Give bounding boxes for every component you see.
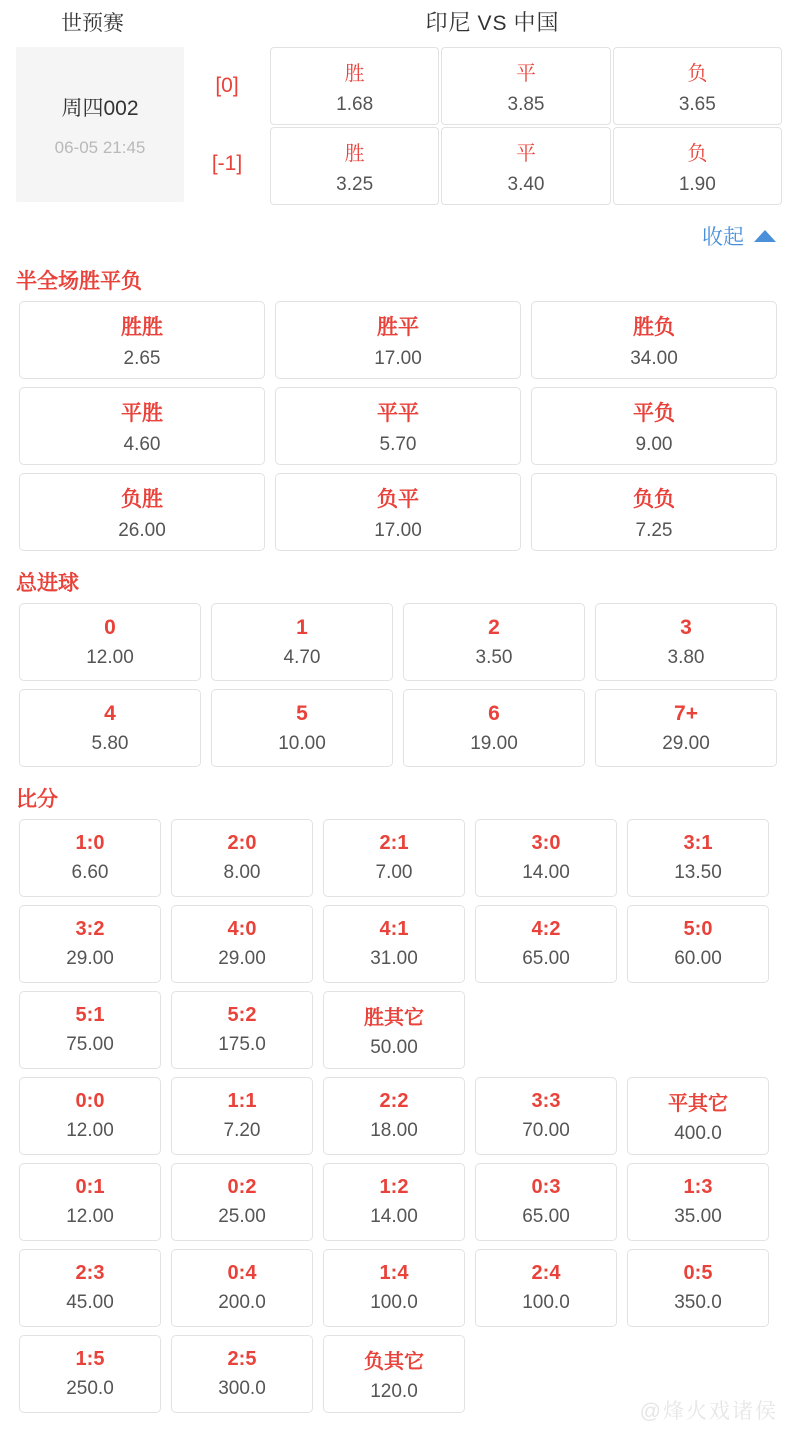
odds-row-1 bbox=[270, 127, 784, 207]
score-cell-draw-other[interactable] bbox=[627, 1077, 769, 1155]
score-label: 2:5 bbox=[227, 1348, 257, 1370]
odds-value: 1.68 bbox=[336, 93, 374, 115]
score-cell-away-8[interactable] bbox=[475, 1249, 617, 1327]
htft-label: 胜负 bbox=[633, 315, 675, 339]
score-cell-home-3[interactable] bbox=[475, 819, 617, 897]
handicap-label-0: [0] bbox=[215, 74, 239, 97]
odds-value: 1.90 bbox=[678, 173, 716, 195]
score-value: 14.00 bbox=[370, 1206, 418, 1227]
htft-value: 17.00 bbox=[374, 347, 422, 369]
score-label: 1:3 bbox=[683, 1176, 713, 1198]
score-cell-away-5[interactable] bbox=[19, 1249, 161, 1327]
htft-label: 平平 bbox=[377, 401, 419, 425]
score-label: 1:4 bbox=[379, 1262, 409, 1284]
away-team-name: 中国 bbox=[513, 10, 560, 35]
htft-cell-2[interactable] bbox=[531, 301, 777, 379]
score-cell-draw-0[interactable] bbox=[19, 1077, 161, 1155]
htft-cell-6[interactable] bbox=[19, 473, 265, 551]
score-label: 0:5 bbox=[683, 1262, 713, 1284]
score-value: 29.00 bbox=[66, 948, 114, 969]
odds-cell-0-lose[interactable] bbox=[613, 47, 782, 125]
odds-value: 3.65 bbox=[678, 93, 716, 115]
score-value: 31.00 bbox=[370, 948, 418, 969]
goals-label: 6 bbox=[488, 701, 500, 725]
score-cell-away-9[interactable] bbox=[627, 1249, 769, 1327]
score-label: 0:3 bbox=[531, 1176, 561, 1198]
htft-cell-8[interactable] bbox=[531, 473, 777, 551]
top-odds-grid bbox=[270, 47, 784, 207]
score-cell-home-2[interactable] bbox=[323, 819, 465, 897]
goals-value: 3.50 bbox=[475, 646, 513, 668]
goals-value: 3.80 bbox=[667, 646, 705, 668]
score-cell-away-1[interactable] bbox=[171, 1163, 313, 1241]
score-cell-home-other[interactable] bbox=[323, 991, 465, 1069]
score-value: 12.00 bbox=[66, 1206, 114, 1227]
htft-value: 9.00 bbox=[635, 433, 673, 455]
goals-cell-6[interactable] bbox=[403, 689, 585, 767]
score-label: 胜其它 bbox=[364, 1007, 424, 1029]
goals-cell-0[interactable] bbox=[19, 603, 201, 681]
odds-label: 胜 bbox=[344, 62, 365, 85]
score-label: 5:1 bbox=[75, 1004, 105, 1026]
score-cell-draw-2[interactable] bbox=[323, 1077, 465, 1155]
total-goals-grid bbox=[0, 603, 800, 775]
goals-label: 7+ bbox=[674, 701, 698, 725]
odds-value: 3.25 bbox=[336, 173, 374, 195]
htft-label: 胜平 bbox=[377, 315, 419, 339]
score-label: 1:5 bbox=[75, 1348, 105, 1370]
score-label: 1:1 bbox=[227, 1090, 257, 1112]
home-team-name: 印尼 bbox=[425, 10, 472, 35]
halftime-fulltime-grid bbox=[0, 301, 800, 559]
score-cell-home-11[interactable] bbox=[171, 991, 313, 1069]
goals-cell-3[interactable] bbox=[595, 603, 777, 681]
score-cell-away-6[interactable] bbox=[171, 1249, 313, 1327]
match-number: 周四002 bbox=[61, 96, 139, 120]
score-cell-home-4[interactable] bbox=[627, 819, 769, 897]
score-cell-away-11[interactable] bbox=[171, 1335, 313, 1413]
htft-value: 7.25 bbox=[635, 519, 673, 541]
score-value: 200.0 bbox=[218, 1292, 266, 1313]
score-cell-away-other[interactable] bbox=[323, 1335, 465, 1413]
htft-label: 平胜 bbox=[121, 401, 163, 425]
score-label: 2:0 bbox=[227, 832, 257, 854]
score-label: 负其它 bbox=[364, 1351, 424, 1373]
htft-value: 26.00 bbox=[118, 519, 166, 541]
odds-row-0 bbox=[270, 47, 784, 127]
goals-cell-2[interactable] bbox=[403, 603, 585, 681]
odds-label: 负 bbox=[687, 142, 708, 165]
score-cell-home-6[interactable] bbox=[171, 905, 313, 983]
collapse-label: 收起 bbox=[702, 226, 744, 249]
score-label: 3:2 bbox=[75, 918, 105, 940]
page-header bbox=[0, 0, 800, 47]
score-value: 12.00 bbox=[66, 1120, 114, 1141]
htft-cell-7[interactable] bbox=[275, 473, 521, 551]
score-label: 3:0 bbox=[531, 832, 561, 854]
score-label: 5:2 bbox=[227, 1004, 257, 1026]
vs-label: VS bbox=[477, 12, 508, 35]
score-cell-away-3[interactable] bbox=[475, 1163, 617, 1241]
htft-label: 负平 bbox=[377, 487, 419, 511]
htft-cell-5[interactable] bbox=[531, 387, 777, 465]
score-label: 5:0 bbox=[683, 918, 713, 940]
score-cell-away-0[interactable] bbox=[19, 1163, 161, 1241]
htft-cell-0[interactable] bbox=[19, 301, 265, 379]
score-value: 350.0 bbox=[674, 1292, 722, 1313]
goals-cell-7[interactable] bbox=[595, 689, 777, 767]
odds-label: 平 bbox=[515, 62, 536, 85]
goals-cell-1[interactable] bbox=[211, 603, 393, 681]
score-cell-draw-1[interactable] bbox=[171, 1077, 313, 1155]
goals-label: 0 bbox=[104, 615, 116, 639]
score-label: 平其它 bbox=[668, 1093, 728, 1115]
score-value: 29.00 bbox=[218, 948, 266, 969]
score-value: 70.00 bbox=[522, 1120, 570, 1141]
score-cell-draw-3[interactable] bbox=[475, 1077, 617, 1155]
correct-score-grid bbox=[0, 819, 800, 1421]
score-cell-home-1[interactable] bbox=[171, 819, 313, 897]
htft-label: 平负 bbox=[633, 401, 675, 425]
score-value: 25.00 bbox=[218, 1206, 266, 1227]
odds-cell-1-win[interactable] bbox=[270, 127, 439, 205]
score-value: 14.00 bbox=[522, 862, 570, 883]
goals-value: 4.70 bbox=[283, 646, 321, 668]
goals-value: 19.00 bbox=[470, 732, 518, 754]
score-cell-home-8[interactable] bbox=[475, 905, 617, 983]
htft-label: 负负 bbox=[633, 487, 675, 511]
score-cell-home-9[interactable] bbox=[627, 905, 769, 983]
goals-label: 5 bbox=[296, 701, 308, 725]
odds-value: 3.85 bbox=[507, 93, 545, 115]
goals-label: 2 bbox=[488, 615, 500, 639]
matchup-title bbox=[185, 6, 800, 37]
odds-cell-0-win[interactable] bbox=[270, 47, 439, 125]
score-label: 0:1 bbox=[75, 1176, 105, 1198]
score-label: 2:4 bbox=[531, 1262, 561, 1284]
watermark: @烽火戏诸侯 bbox=[639, 1400, 778, 1423]
goals-cell-5[interactable] bbox=[211, 689, 393, 767]
score-label: 0:4 bbox=[227, 1262, 257, 1284]
odds-cell-0-draw[interactable] bbox=[441, 47, 610, 125]
score-value: 300.0 bbox=[218, 1378, 266, 1399]
score-cell-home-10[interactable] bbox=[19, 991, 161, 1069]
score-cell-away-4[interactable] bbox=[627, 1163, 769, 1241]
goals-value: 5.80 bbox=[91, 732, 129, 754]
match-info-panel bbox=[16, 47, 184, 202]
score-label: 3:3 bbox=[531, 1090, 561, 1112]
htft-cell-1[interactable] bbox=[275, 301, 521, 379]
section-title-halftime-fulltime: 半全场胜平负 bbox=[16, 270, 142, 293]
score-cell-home-0[interactable] bbox=[19, 819, 161, 897]
htft-value: 34.00 bbox=[630, 347, 678, 369]
score-label: 2:3 bbox=[75, 1262, 105, 1284]
score-cell-away-7[interactable] bbox=[323, 1249, 465, 1327]
htft-cell-3[interactable] bbox=[19, 387, 265, 465]
score-value: 250.0 bbox=[66, 1378, 114, 1399]
score-label: 1:2 bbox=[379, 1176, 409, 1198]
goals-cell-4[interactable] bbox=[19, 689, 201, 767]
htft-label: 负胜 bbox=[121, 487, 163, 511]
handicap-label-1: [-1] bbox=[211, 152, 243, 175]
score-value: 65.00 bbox=[522, 1206, 570, 1227]
score-value: 120.0 bbox=[370, 1381, 418, 1402]
score-value: 65.00 bbox=[522, 948, 570, 969]
odds-label: 平 bbox=[515, 142, 536, 165]
odds-cell-1-draw[interactable] bbox=[441, 127, 610, 205]
score-value: 75.00 bbox=[66, 1034, 114, 1055]
triangle-up-icon bbox=[754, 230, 776, 242]
score-value: 7.20 bbox=[223, 1120, 261, 1141]
collapse-toggle[interactable] bbox=[0, 207, 800, 257]
htft-label: 胜胜 bbox=[121, 315, 163, 339]
odds-value: 3.40 bbox=[507, 173, 545, 195]
score-value: 50.00 bbox=[370, 1037, 418, 1058]
score-label: 2:2 bbox=[379, 1090, 409, 1112]
score-label: 4:0 bbox=[227, 918, 257, 940]
score-cell-home-7[interactable] bbox=[323, 905, 465, 983]
score-value: 400.0 bbox=[674, 1123, 722, 1144]
section-title-correct-score: 比分 bbox=[16, 788, 58, 811]
goals-label: 4 bbox=[104, 701, 116, 725]
htft-value: 5.70 bbox=[379, 433, 417, 455]
goals-value: 29.00 bbox=[662, 732, 710, 754]
score-value: 100.0 bbox=[370, 1292, 418, 1313]
goals-value: 12.00 bbox=[86, 646, 134, 668]
score-value: 100.0 bbox=[522, 1292, 570, 1313]
goals-label: 3 bbox=[680, 615, 692, 639]
score-label: 0:0 bbox=[75, 1090, 105, 1112]
score-value: 45.00 bbox=[66, 1292, 114, 1313]
goals-label: 1 bbox=[296, 615, 308, 639]
score-label: 3:1 bbox=[683, 832, 713, 854]
score-value: 175.0 bbox=[218, 1034, 266, 1055]
score-label: 0:2 bbox=[227, 1176, 257, 1198]
score-label: 4:1 bbox=[379, 918, 409, 940]
score-value: 7.00 bbox=[375, 862, 413, 883]
score-value: 8.00 bbox=[223, 862, 261, 883]
league-name: 世预赛 bbox=[61, 11, 124, 35]
htft-cell-4[interactable] bbox=[275, 387, 521, 465]
score-value: 13.50 bbox=[674, 862, 722, 883]
score-cell-away-2[interactable] bbox=[323, 1163, 465, 1241]
score-value: 35.00 bbox=[674, 1206, 722, 1227]
score-label: 1:0 bbox=[75, 832, 105, 854]
goals-value: 10.00 bbox=[278, 732, 326, 754]
top-odds-block bbox=[0, 47, 800, 207]
score-value: 60.00 bbox=[674, 948, 722, 969]
handicap-column bbox=[184, 47, 270, 203]
odds-label: 负 bbox=[687, 62, 708, 85]
htft-value: 17.00 bbox=[374, 519, 422, 541]
odds-label: 胜 bbox=[344, 142, 365, 165]
match-datetime: 06-05 21:45 bbox=[54, 137, 146, 157]
score-value: 6.60 bbox=[71, 862, 109, 883]
htft-value: 4.60 bbox=[123, 433, 161, 455]
section-title-total-goals: 总进球 bbox=[16, 572, 79, 595]
htft-value: 2.65 bbox=[123, 347, 161, 369]
odds-cell-1-lose[interactable] bbox=[613, 127, 782, 205]
score-value: 18.00 bbox=[370, 1120, 418, 1141]
score-label: 2:1 bbox=[379, 832, 409, 854]
score-cell-home-5[interactable] bbox=[19, 905, 161, 983]
score-label: 4:2 bbox=[531, 918, 561, 940]
score-cell-away-10[interactable] bbox=[19, 1335, 161, 1413]
